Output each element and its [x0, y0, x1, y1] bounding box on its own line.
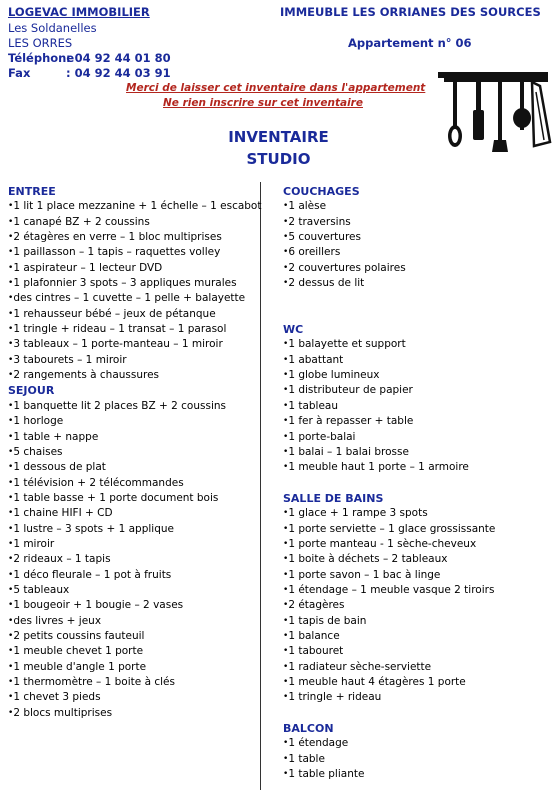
inventory-item: • 1 distributeur de papier	[283, 383, 495, 398]
section-list-balcon	[283, 736, 495, 782]
inventory-item: • 1 aspirateur – 1 lecteur DVD	[8, 261, 261, 276]
inventory-item: • 1 bougeoir + 1 bougie – 2 vases	[8, 598, 261, 613]
inventory-item: • 1 tringle + rideau	[283, 690, 495, 705]
inventory-item: • 3 tabourets – 1 miroir	[8, 353, 261, 368]
address-line-2: LES ORRES	[8, 36, 73, 50]
inventory-item: • 1 porte manteau - 1 sèche-cheveux	[283, 537, 495, 552]
inventory-item: • 2 rideaux – 1 tapis	[8, 552, 261, 567]
apartment-number: Appartement n° 06	[348, 36, 472, 50]
inventory-item: • 1 étendage – 1 meuble vasque 2 tiroirs	[283, 583, 495, 598]
inventory-item: • 2 blocs multiprises	[8, 706, 261, 721]
inventory-item: • 1 balance	[283, 629, 495, 644]
notice-line-2: Ne rien inscrire sur cet inventaire	[163, 97, 363, 109]
phone-label: Téléphone	[8, 51, 75, 65]
inventory-item: • 1 dessous de plat	[8, 460, 261, 475]
inventory-item: • 2 traversins	[283, 215, 495, 230]
page-subtitle: STUDIO	[246, 150, 311, 168]
inventory-item: • 1 balai – 1 balai brosse	[283, 445, 495, 460]
section-list-sejour	[8, 399, 261, 721]
inventory-item: • 1 radiateur sèche-serviette	[283, 660, 495, 675]
section-list-entree	[8, 199, 261, 383]
section-heading-sejour: SEJOUR	[8, 384, 55, 398]
inventory-item: • 1 étendage	[283, 736, 495, 751]
section-heading-couchages: COUCHAGES	[283, 185, 360, 198]
inventory-item: • 1 fer à repasser + table	[283, 414, 495, 429]
section-list-couchages	[283, 199, 495, 291]
building-name: IMMEUBLE LES ORRIANES DES SOURCES	[280, 5, 541, 19]
inventory-item: • 2 dessus de lit	[283, 276, 495, 291]
inventory-item: • 1 tringle + rideau – 1 transat – 1 parasol	[8, 322, 261, 337]
inventory-item: • 5 chaises	[8, 445, 261, 460]
inventory-item: • 6 oreillers	[283, 245, 495, 260]
inventory-item: • 1 alèse	[283, 199, 495, 214]
inventory-item: • 1 lit 1 place mezzanine + 1 échelle – 1 escabot	[8, 199, 261, 214]
inventory-item: • 1 canapé BZ + 2 coussins	[8, 215, 261, 230]
inventory-item: • 2 couvertures polaires	[283, 261, 495, 276]
inventory-item: • 1 table	[283, 752, 495, 767]
inventory-item: • 5 couvertures	[283, 230, 495, 245]
inventory-item: • 1 banquette lit 2 places BZ + 2 coussins	[8, 399, 261, 414]
section-list-wc	[283, 337, 495, 475]
inventory-item: • 1 porte serviette – 1 glace grossissante	[283, 522, 495, 537]
inventory-item: • 1 globe lumineux	[283, 368, 495, 383]
inventory-item: • des livres + jeux	[8, 614, 261, 629]
inventory-item: • 1 tapis de bain	[283, 614, 495, 629]
inventory-item: • 1 tableau	[283, 399, 495, 414]
inventory-item: • des cintres – 1 cuvette – 1 pelle + balayette	[8, 291, 261, 306]
section-heading-salle-de-bains: SALLE DE BAINS	[283, 491, 384, 505]
inventory-item: • 1 chevet 3 pieds	[8, 690, 261, 705]
inventory-item: • 1 table pliante	[283, 767, 495, 782]
inventory-item: • 1 télévision + 2 télécommandes	[8, 476, 261, 491]
phone-number: : 04 92 44 01 80	[66, 51, 171, 65]
inventory-item: • 1 meuble haut 4 étagères 1 porte	[283, 675, 495, 690]
inventory-item: • 1 miroir	[8, 537, 261, 552]
inventory-item: • 2 rangements à chaussures	[8, 368, 261, 383]
right-column	[283, 184, 495, 782]
inventory-item: • 1 chaine HIFI + CD	[8, 506, 261, 521]
inventory-item: • 3 tableaux – 1 porte-manteau – 1 miroir	[8, 337, 261, 352]
notice-line-1: Merci de laisser cet inventaire dans l'appartement	[126, 82, 426, 94]
inventory-item: • 1 horloge	[8, 414, 261, 429]
inventory-item: • 1 abattant	[283, 353, 495, 368]
inventory-item: • 1 meuble chevet 1 porte	[8, 644, 261, 659]
inventory-item: • 1 rehausseur bébé – jeux de pétanque	[8, 307, 261, 322]
inventory-item: • 1 meuble d'angle 1 porte	[8, 660, 261, 675]
inventory-item: • 1 balayette et support	[283, 337, 495, 352]
inventory-item: • 1 porte savon – 1 bac à linge	[283, 568, 495, 583]
page-title: INVENTAIRE	[228, 128, 329, 146]
address-line-1: Les Soldanelles	[8, 21, 97, 35]
fax-number: : 04 92 44 03 91	[66, 66, 171, 80]
inventory-item: • 2 étagères	[283, 598, 495, 613]
inventory-item: • 2 étagères en verre – 1 bloc multiprises	[8, 230, 261, 245]
inventory-item: • 1 meuble haut 1 porte – 1 armoire	[283, 460, 495, 475]
inventory-item: • 5 tableaux	[8, 583, 261, 598]
section-heading-wc: WC	[283, 323, 304, 337]
company-name: LOGEVAC IMMOBILIER	[8, 5, 150, 19]
inventory-item: • 1 déco fleurale – 1 pot à fruits	[8, 568, 261, 583]
inventory-item: • 1 boite à déchets – 2 tableaux	[283, 552, 495, 567]
fax-label: Fax	[8, 66, 31, 80]
inventory-item: • 1 porte-balai	[283, 430, 495, 445]
inventory-item: • 1 thermomètre – 1 boite à clés	[8, 675, 261, 690]
section-heading-entree: ENTREE	[8, 185, 56, 198]
inventory-item: • 1 paillasson – 1 tapis – raquettes volley	[8, 245, 261, 260]
inventory-item: • 1 glace + 1 rampe 3 spots	[283, 506, 495, 521]
left-column	[8, 184, 261, 721]
inventory-item: • 2 petits coussins fauteuil	[8, 629, 261, 644]
inventory-item: • 1 plafonnier 3 spots – 3 appliques murales	[8, 276, 261, 291]
inventory-item: • 1 lustre – 3 spots + 1 applique	[8, 522, 261, 537]
inventory-item: • 1 tabouret	[283, 644, 495, 659]
section-list-salle-de-bains	[283, 506, 495, 705]
section-heading-balcon: BALCON	[283, 722, 334, 736]
inventory-item: • 1 table basse + 1 porte document bois	[8, 491, 261, 506]
inventory-item: • 1 table + nappe	[8, 430, 261, 445]
